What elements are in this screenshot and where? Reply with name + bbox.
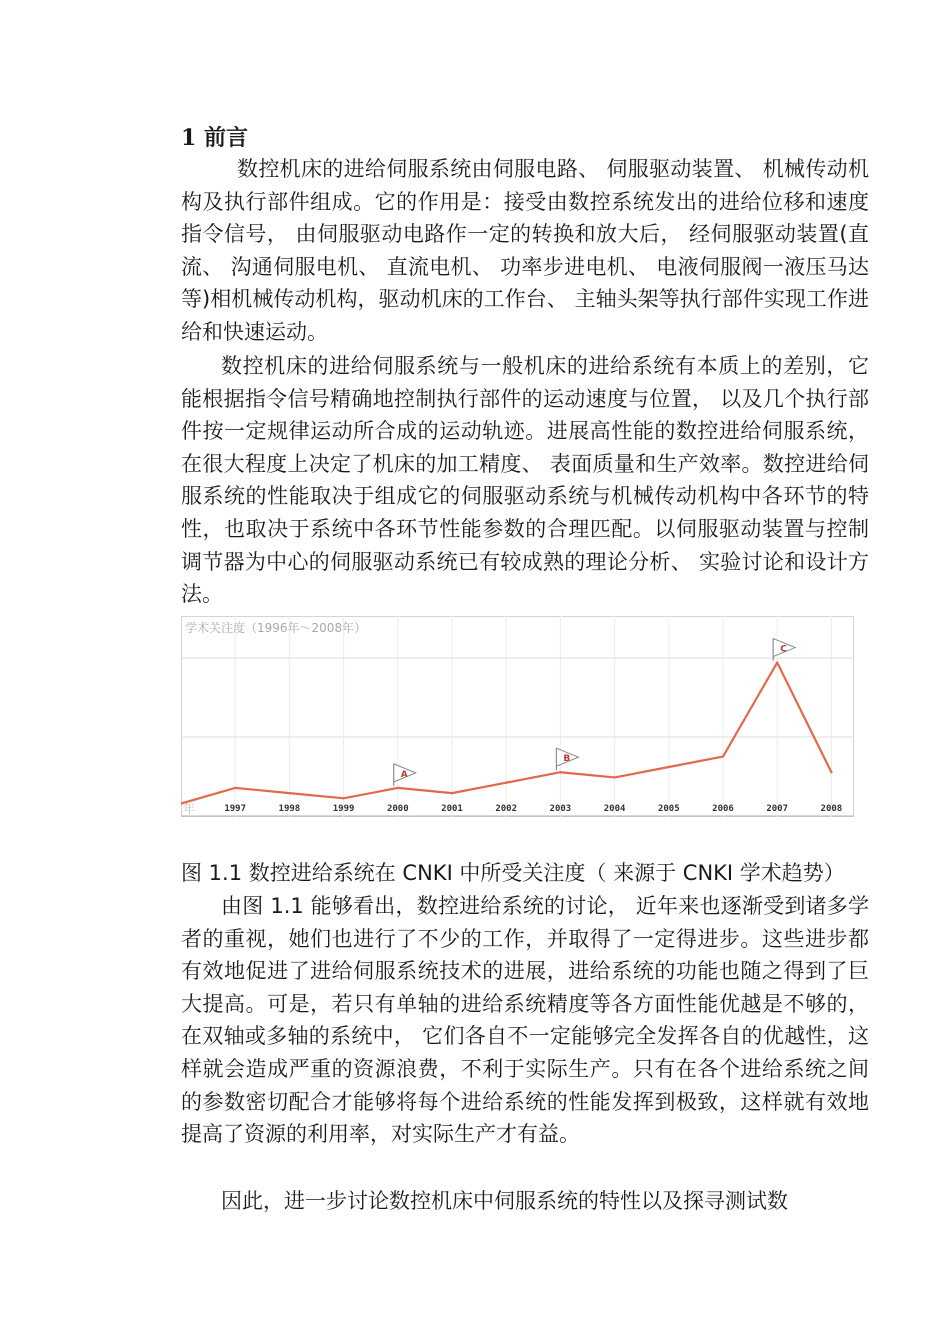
x-tick-label-1999: 1999 bbox=[332, 804, 355, 814]
data-point-2004 bbox=[613, 776, 615, 778]
data-point-2006 bbox=[722, 755, 724, 757]
annotation-label-C: C bbox=[780, 644, 787, 655]
data-point-2005 bbox=[668, 766, 670, 768]
data-point-1998 bbox=[288, 792, 290, 794]
x-tick-label-2002: 2002 bbox=[495, 804, 518, 814]
chart-svg bbox=[181, 616, 854, 817]
annotation-label-B: B bbox=[563, 754, 571, 765]
data-point-1999 bbox=[342, 797, 344, 799]
x-tick-label-2006: 2006 bbox=[712, 804, 734, 814]
data-point-1997 bbox=[234, 787, 236, 789]
paragraph-3: 由图 1.1 能够看出，数控进给系统的讨论， 近年来也逐渐受到诸多学者的重视，她们也进行了不少的工作，并取得了一定得进步。这些进步都有效地促进了进给伺服系统技术的进展，进给系统的功能也随之得到了巨大提高。可是，若只有单轴的进给系统精度等各方面性能优越是不够的，在双轴或多轴的系统中， 它们各自不一定能够完全发挥各自的优越性，这样就会造成严重的资源浪费，不利于实际生产。只有在各个进给系统之间的参数密切配合才能够将每个进给系统的性能发挥到极致，这样就有效地提高了资源的利用率，对实际生产才有益。 bbox=[181, 894, 869, 1147]
chart-x-axis-label: 年 bbox=[183, 802, 196, 816]
figure-caption: 图 1.1 数控进给系统在 CNKI 中所受关注度（ 来源于 CNKI 学术趋势） bbox=[181, 861, 845, 885]
x-tick-label-2001: 2001 bbox=[441, 804, 463, 814]
paragraph-2: 数控机床的进给伺服系统与一般机床的进给系统有本质上的差别，它能根据指令信号精确地控制执行部件的运动速度与位置， 以及几个执行部件按一定规律运动所合成的运动轨迹。进展高性能的数控进给伺服系统，在很大程度上决定了机床的加工精度、 表面质量和生产效率。数控进给伺服系统的性能取决于组成它的伺服驱动系统与机械传动机构中各环节的特性，也取决于系统中各环节性能参数的合理匹配。以伺服驱动装置与控制调节器为中心的伺服驱动系统已有较成熟的理论分析、 实验讨论和设计方法。 bbox=[181, 354, 869, 607]
data-point-2008 bbox=[830, 771, 832, 773]
chart-frame bbox=[182, 617, 854, 817]
paragraph-1: 数控机床的进给伺服系统由伺服电路、 伺服驱动装置、 机械传动机构及执行部件组成。它的作用是：接受由数控系统发出的进给位移和速度指令信号， 由伺服驱动电路作一定的转换和放大后， 经伺服驱动装置(直流、 沟通伺服电机、 直流电机、 功率步进电机、 电液伺服阀一液压马达等)相机械传动机构，驱动机床的工作台、 主轴头架等执行部件实现工作进给和快速运动。 bbox=[181, 157, 869, 344]
x-tick-label-1998: 1998 bbox=[278, 804, 301, 814]
data-point-2003 bbox=[559, 771, 561, 773]
attention-chart bbox=[181, 616, 854, 817]
data-point-2001 bbox=[451, 792, 453, 794]
chart-title: 学术关注度（1996年～2008年） bbox=[185, 621, 367, 635]
data-point-2002 bbox=[505, 781, 507, 783]
x-tick-label-2008: 2008 bbox=[820, 804, 843, 814]
section-heading: 1 前言 bbox=[181, 125, 248, 151]
x-tick-label-2000: 2000 bbox=[386, 804, 409, 814]
paragraph-4: 因此，进一步讨论数控机床中伺服系统的特性以及探寻测试数 bbox=[221, 1189, 788, 1213]
x-tick-label-2003: 2003 bbox=[549, 804, 572, 814]
data-point-2000 bbox=[397, 787, 399, 789]
x-tick-label-2004: 2004 bbox=[603, 804, 626, 814]
x-tick-label-2005: 2005 bbox=[657, 804, 680, 814]
annotation-label-A: A bbox=[400, 769, 408, 780]
data-point-2007 bbox=[776, 661, 778, 663]
x-tick-label-1997: 1997 bbox=[224, 804, 247, 814]
x-tick-label-2007: 2007 bbox=[766, 804, 789, 814]
